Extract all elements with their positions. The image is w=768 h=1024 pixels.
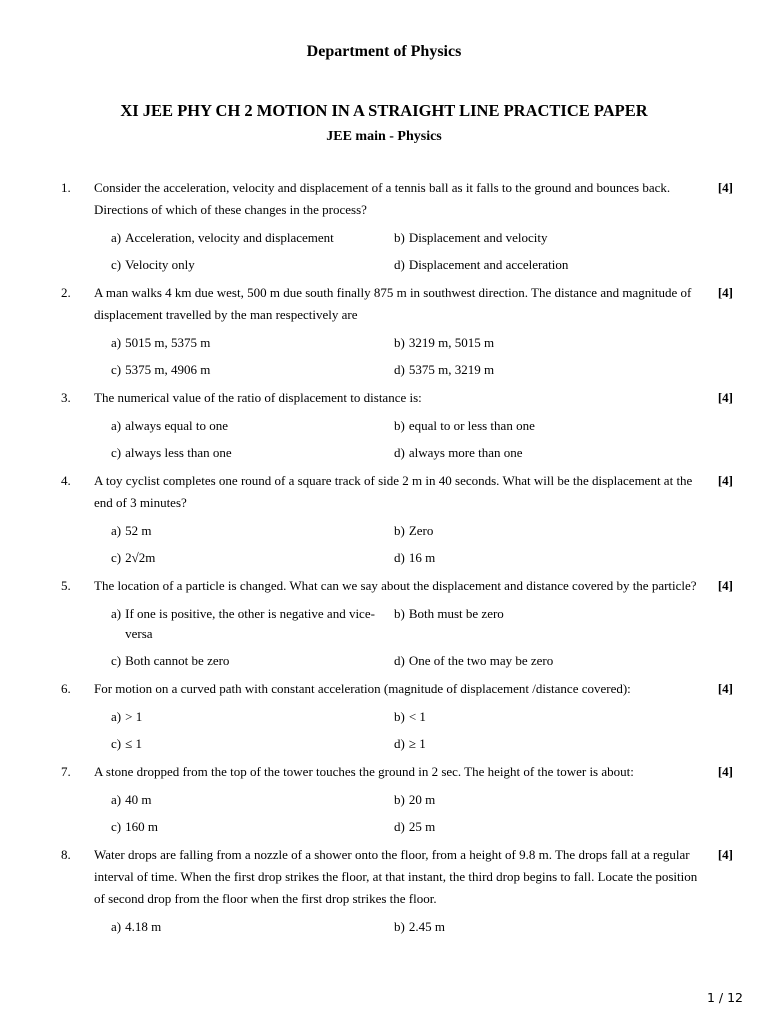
option-label: d) <box>394 819 405 834</box>
option-label: c) <box>111 362 122 377</box>
option-text: Acceleration, velocity and displacement <box>125 230 334 245</box>
option-label: b) <box>394 418 405 433</box>
option-label: b) <box>394 230 405 245</box>
answer-option <box>111 917 394 944</box>
question-number: 2. <box>61 285 71 300</box>
answer-options <box>111 783 677 844</box>
option-text: equal to or less than one <box>408 418 535 433</box>
option-text: ≥ 1 <box>408 736 426 751</box>
question-marks: [4] <box>717 180 733 195</box>
question-number: 7. <box>61 764 71 779</box>
option-text: 5015 m, 5375 m <box>125 335 211 350</box>
option-text: Both cannot be zero <box>125 653 230 668</box>
option-text: 5375 m, 3219 m <box>408 362 495 377</box>
answer-option <box>394 443 677 470</box>
option-text: < 1 <box>408 709 426 724</box>
question-item <box>0 387 768 470</box>
option-text: One of the two may be zero <box>408 653 554 668</box>
option-label: a) <box>111 709 122 724</box>
question-text: For motion on a curved path with constant acceleration (magnitude of displacement /distance covered): <box>94 681 631 696</box>
option-label: b) <box>394 606 405 621</box>
answer-option <box>394 734 677 761</box>
question-item <box>0 470 768 575</box>
option-text: Zero <box>408 523 434 538</box>
answer-option <box>111 228 394 255</box>
answer-option <box>111 360 394 387</box>
answer-option <box>111 521 394 548</box>
option-text: Velocity only <box>125 257 195 272</box>
option-text: Both must be zero <box>408 606 504 621</box>
answer-options <box>111 514 677 575</box>
option-label: d) <box>394 736 405 751</box>
question-marks: [4] <box>717 390 733 405</box>
option-label: b) <box>394 709 405 724</box>
option-label: c) <box>111 445 122 460</box>
option-text: 40 m <box>125 792 152 807</box>
answer-option <box>394 651 677 678</box>
option-label: d) <box>394 445 405 460</box>
answer-options <box>111 700 677 761</box>
answer-option <box>111 790 394 817</box>
question-text: The numerical value of the ratio of displacement to distance is: <box>94 390 422 405</box>
option-label: a) <box>111 230 122 245</box>
answer-option <box>111 416 394 443</box>
option-text: 3219 m, 5015 m <box>408 335 495 350</box>
answer-option <box>111 707 394 734</box>
question-number: 4. <box>61 473 71 488</box>
question-marks: [4] <box>717 847 733 862</box>
answer-option <box>394 521 677 548</box>
option-label: c) <box>111 736 122 751</box>
option-label: a) <box>111 523 122 538</box>
answer-option <box>111 255 394 282</box>
option-label: c) <box>111 257 122 272</box>
answer-options <box>111 326 677 387</box>
option-text: always less than one <box>125 445 232 460</box>
option-label: b) <box>394 523 405 538</box>
question-item <box>0 282 768 387</box>
answer-option <box>394 255 677 282</box>
option-label: a) <box>111 919 122 934</box>
question-marks: [4] <box>717 681 733 696</box>
question-item <box>0 761 768 844</box>
option-text: 4.18 m <box>125 919 162 934</box>
answer-option <box>394 360 677 387</box>
answer-options <box>111 409 677 470</box>
option-label: b) <box>394 792 405 807</box>
answer-option <box>394 333 677 360</box>
answer-options <box>111 221 677 282</box>
page-number: 1 / 12 <box>706 990 743 1005</box>
answer-option <box>394 817 677 844</box>
option-label: d) <box>394 257 405 272</box>
option-text: 25 m <box>408 819 436 834</box>
option-text: > 1 <box>125 709 143 724</box>
option-text: 20 m <box>408 792 436 807</box>
option-text: 2.45 m <box>408 919 445 934</box>
option-label: d) <box>394 362 405 377</box>
answer-option <box>394 917 677 944</box>
option-text: Displacement and acceleration <box>408 257 569 272</box>
option-label: c) <box>111 819 122 834</box>
question-text: A stone dropped from the top of the tower touches the ground in 2 sec. The height of the tower is about: <box>94 764 634 779</box>
answer-option <box>111 817 394 844</box>
option-text: 16 m <box>408 550 436 565</box>
paper-subtitle: JEE main - Physics <box>326 129 442 144</box>
question-number: 1. <box>61 180 71 195</box>
answer-option <box>394 707 677 734</box>
answer-option <box>111 651 394 678</box>
question-text: A toy cyclist completes one round of a square track of side 2 m in 40 seconds. What will be the displacement at the end of 3 minutes? <box>94 473 693 510</box>
option-label: b) <box>394 335 405 350</box>
option-label: a) <box>111 792 122 807</box>
answer-option <box>394 416 677 443</box>
option-text: 2√2m <box>125 550 156 565</box>
option-label: d) <box>394 550 405 565</box>
question-number: 5. <box>61 578 71 593</box>
question-item <box>0 678 768 761</box>
question-text: The location of a particle is changed. What can we say about the displacement and distance covered by the particle? <box>94 578 697 593</box>
option-text: 5375 m, 4906 m <box>125 362 211 377</box>
option-text: ≤ 1 <box>125 736 142 751</box>
option-text: always more than one <box>408 445 523 460</box>
answer-option <box>111 548 394 575</box>
option-label: c) <box>111 550 122 565</box>
question-marks: [4] <box>717 285 733 300</box>
option-label: b) <box>394 919 405 934</box>
question-list <box>0 177 768 944</box>
option-text: 160 m <box>125 819 158 834</box>
answer-option <box>111 333 394 360</box>
answer-option <box>394 790 677 817</box>
question-number: 3. <box>61 390 71 405</box>
answer-option <box>111 443 394 470</box>
option-label: d) <box>394 653 405 668</box>
question-item <box>0 575 768 678</box>
question-item <box>0 844 768 944</box>
question-text: Water drops are falling from a nozzle of a shower onto the floor, from a height of 9.8 m. The drops fall at a regular interval of time. When the first drop strikes the floor, at that instant, the third drop begins to fall. Locate the position of second drop from the floor when the first drop strikes the floor. <box>94 847 698 906</box>
answer-options <box>111 910 677 944</box>
question-text: A man walks 4 km due west, 500 m due south finally 875 m in southwest direction. The distance and magnitude of displacement travelled by the man respectively are <box>94 285 692 322</box>
answer-option <box>394 604 677 651</box>
answer-options <box>111 597 677 678</box>
option-text: If one is positive, the other is negative and vice-versa <box>125 606 375 641</box>
option-label: a) <box>111 606 122 621</box>
question-number: 6. <box>61 681 71 696</box>
department-heading: Department of Physics <box>306 43 462 60</box>
option-text: Displacement and velocity <box>408 230 548 245</box>
question-marks: [4] <box>717 578 733 593</box>
question-number: 8. <box>61 847 71 862</box>
option-text: always equal to one <box>125 418 228 433</box>
answer-option <box>394 228 677 255</box>
option-text: 52 m <box>125 523 152 538</box>
option-label: c) <box>111 653 122 668</box>
question-marks: [4] <box>717 764 733 779</box>
answer-option <box>111 604 394 651</box>
option-label: a) <box>111 418 122 433</box>
answer-option <box>111 734 394 761</box>
option-label: a) <box>111 335 122 350</box>
question-text: Consider the acceleration, velocity and displacement of a tennis ball as it falls to the ground and bounces back. Directions of which of these changes in the process? <box>94 180 671 217</box>
question-marks: [4] <box>717 473 733 488</box>
answer-option <box>394 548 677 575</box>
paper-title: XI JEE PHY CH 2 MOTION IN A STRAIGHT LINE PRACTICE PAPER <box>120 101 648 120</box>
question-item <box>0 177 768 282</box>
